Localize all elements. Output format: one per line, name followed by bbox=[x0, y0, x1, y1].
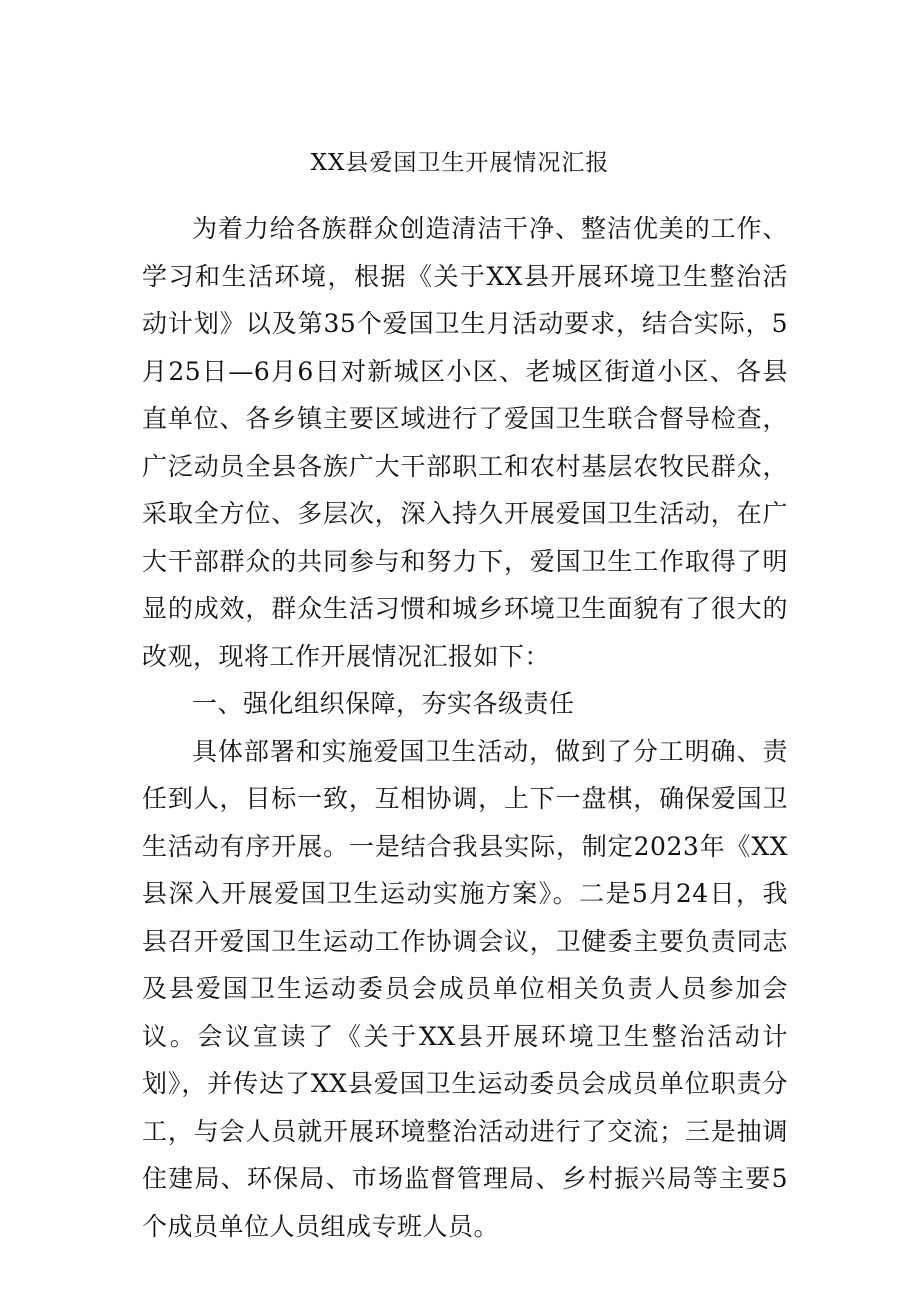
intro-paragraph: 为着力给各族群众创造清洁干净、整洁优美的工作、学习和生活环境，根据《关于XX县开展环境卫生整治活动计划》以及第35个爱国卫生月活动要求，结合实际，5月25日—6月6日对新城区小区、老城区街道小区、各县直单位、各乡镇主要区域进行了爱国卫生联合督导检查，广泛动员全县各族广大干部职工和农村基层农牧民群众，采取全方位、多层次，深入持久开展爱国卫生活动，在广大干部群众的共同参与和努力下，爱国卫生工作取得了明显的成效，群众生活习惯和城乡环境卫生面貌有了很大的改观，现将工作开展情况汇报如下： bbox=[142, 214, 788, 671]
section-paragraph: 具体部署和实施爱国卫生活动，做到了分工明确、责任到人，目标一致，互相协调，上下一盘棋，确保爱国卫生活动有序开展。一是结合我县实际，制定2023年《XX县深入开展爱国卫生运动实施方案》。二是5月24日，我县召开爱国卫生运动工作协调会议，卫健委主要负责同志及县爱国卫生运动委员会成员单位相关负责人员参加会议。会议宣读了《关于XX县开展环境卫生整治活动计划》，并传达了XX县爱国卫生运动委员会成员单位职责分工，与会人员就开展环境整治活动进行了交流；三是抽调住建局、环保局、市场监督管理局、乡村振兴局等主要5个成员单位人员组成专班人员。 bbox=[142, 736, 788, 1241]
section-heading: 一、强化组织保障，夯实各级责任 bbox=[192, 689, 575, 718]
document-body bbox=[142, 205, 788, 1250]
document-title: XX县爱国卫生开展情况汇报 bbox=[310, 150, 610, 176]
